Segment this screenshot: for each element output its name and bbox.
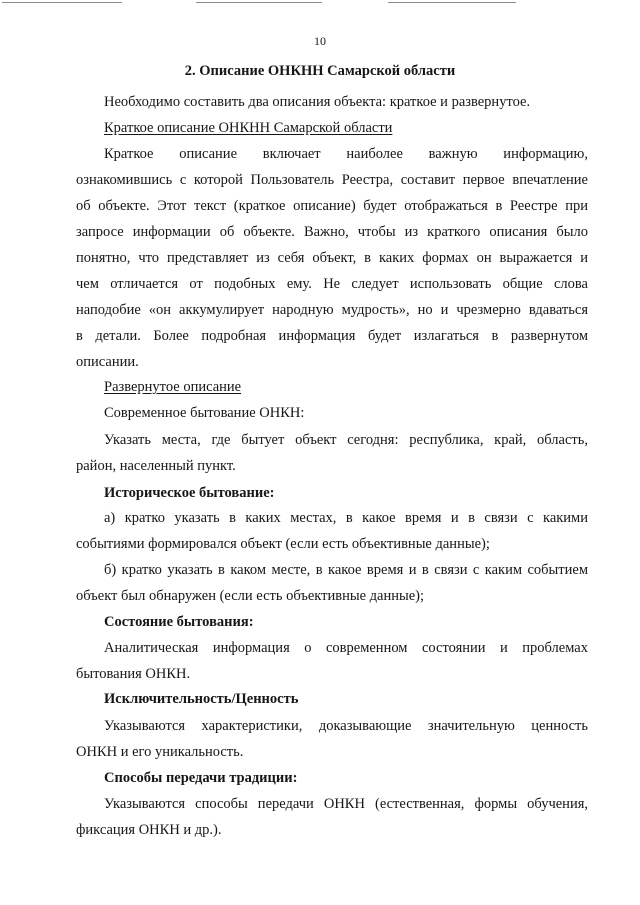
short-body-line: ознакомившись с которой Пользователь Реестра, составит первое впечатление bbox=[76, 172, 588, 188]
top-rule-1 bbox=[2, 2, 122, 3]
historical-a-text: событиями формировался объект (если есть объективные данные); bbox=[76, 536, 490, 552]
transfer-heading: Способы передачи традиции: bbox=[104, 770, 298, 786]
short-description-title: Краткое описание ОНКНН Самарской области bbox=[104, 120, 393, 136]
short-body-line: в детали. Более подробная информация будет излагаться в развернутом bbox=[76, 328, 588, 344]
page-number: 10 bbox=[314, 34, 326, 48]
historical-a-text: а) кратко указать в каких местах, в какое время и в связи с какими bbox=[104, 510, 588, 526]
short-body-line: чем отличается от подобных ему. Не следует использовать общие слова bbox=[76, 276, 588, 292]
modern-existence-text: Указать места, где бытует объект сегодня: республика, край, область, bbox=[104, 432, 588, 448]
full-description-title: Развернутое описание bbox=[104, 379, 242, 395]
modern-existence-text: район, населенный пункт. bbox=[76, 458, 236, 474]
transfer-text: фиксация ОНКН и др.). bbox=[76, 822, 222, 838]
short-body-line: понятно, что представляет из себя объект, в каких формах он выражается и bbox=[76, 250, 588, 266]
short-body-line: запросе информации об объекте. Важно, чтобы из краткого описания было bbox=[76, 224, 588, 240]
top-rule-3 bbox=[388, 2, 516, 3]
historical-b-text: б) кратко указать в каком месте, в какое время и в связи с каким событием bbox=[104, 562, 588, 578]
transfer-text: Указываются способы передачи ОНКН (естественная, формы обучения, bbox=[104, 796, 588, 812]
section-heading: 2. Описание ОНКНН Самарской области bbox=[184, 63, 456, 79]
short-body-line: об объекте. Этот текст (краткое описание) будет отображаться в Реестре при bbox=[76, 198, 588, 214]
short-body-line: наподобие «он аккумулирует народную мудрость», но и чрезмерно вдаваться bbox=[76, 302, 588, 318]
short-body-line: описании. bbox=[76, 354, 139, 370]
modern-existence-label: Современное бытование ОНКН: bbox=[104, 405, 305, 421]
state-heading: Состояние бытования: bbox=[104, 614, 254, 630]
state-text: Аналитическая информация о современном состоянии и проблемах bbox=[104, 640, 588, 656]
top-rule-2 bbox=[196, 2, 322, 3]
historical-b-text: объект был обнаружен (если есть объективные данные); bbox=[76, 588, 424, 604]
value-text: ОНКН и его уникальность. bbox=[76, 744, 244, 760]
value-heading: Исключительность/Ценность bbox=[104, 691, 299, 707]
intro-text: Необходимо составить два описания объекта: краткое и развернутое. bbox=[104, 94, 531, 110]
state-text: бытования ОНКН. bbox=[76, 666, 191, 682]
historical-heading: Историческое бытование: bbox=[104, 485, 275, 501]
short-body-line: Краткое описание включает наиболее важную информацию, bbox=[104, 146, 588, 162]
value-text: Указываются характеристики, доказывающие значительную ценность bbox=[104, 718, 588, 734]
